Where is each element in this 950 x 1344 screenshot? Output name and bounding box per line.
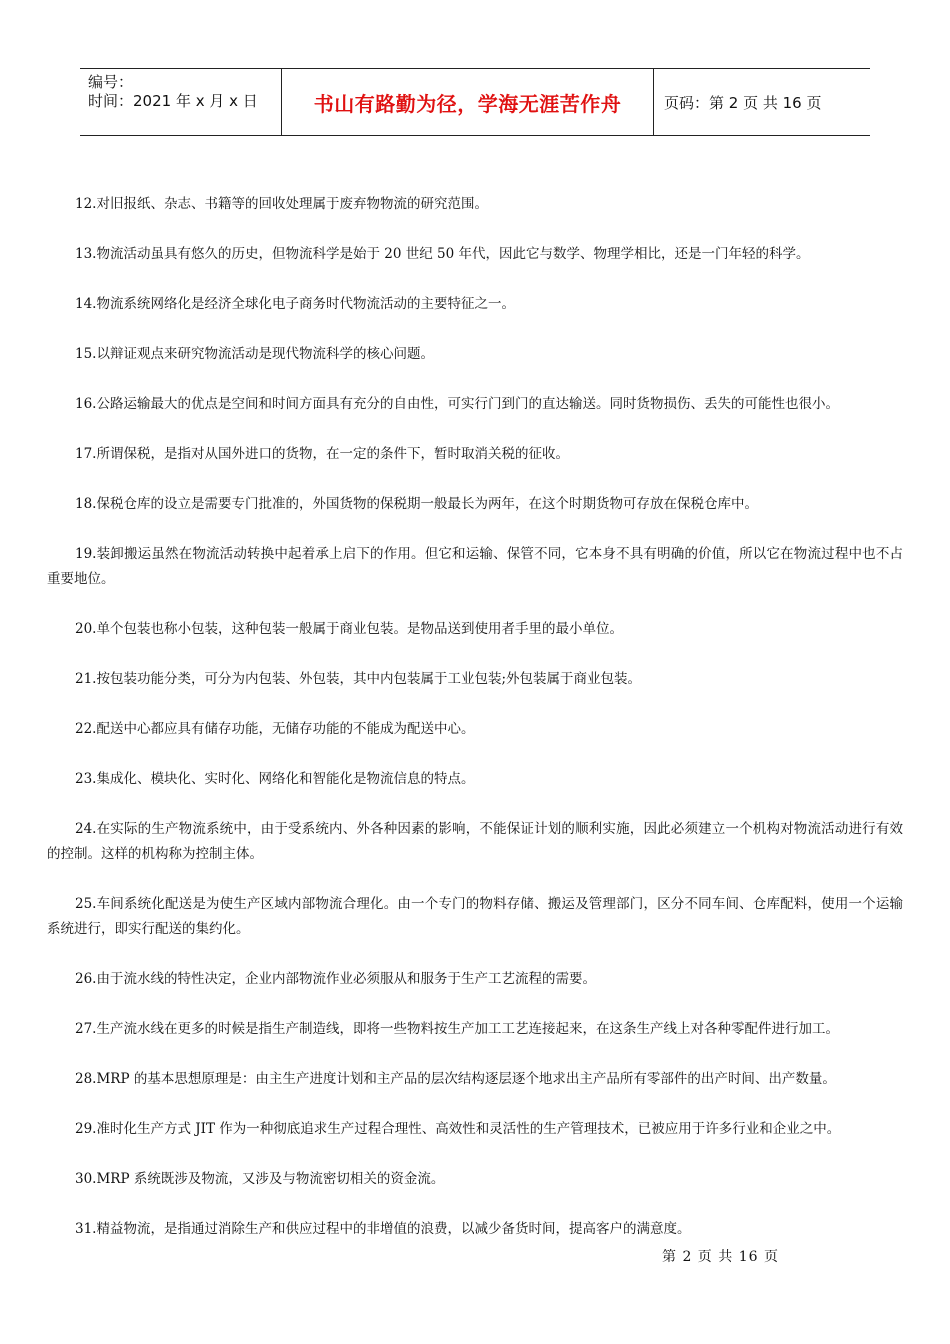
document-number-label: 编号： bbox=[88, 73, 134, 91]
statement-item: 27.生产流水线在更多的时候是指生产制造线，即将一些物料按生产加工工艺连接起来，在这条生产线上对各种零配件进行加工。 bbox=[75, 1021, 839, 1037]
statement-item: 22.配送中心都应具有储存功能，无储存功能的不能成为配送中心。 bbox=[75, 721, 475, 737]
page-header bbox=[80, 68, 870, 136]
document-time-label: 时间：2021 年 x 月 x 日 bbox=[88, 92, 258, 110]
statement-item: 12.对旧报纸、杂志、书籍等的回收处理属于废弃物物流的研究范围。 bbox=[75, 196, 488, 212]
statement-item: 21.按包装功能分类，可分为内包装、外包装，其中内包装属于工业包装;外包装属于商业包装。 bbox=[75, 671, 642, 687]
statement-item: 14.物流系统网络化是经济全球化电子商务时代物流活动的主要特征之一。 bbox=[75, 296, 515, 312]
statement-item: 17.所谓保税，是指对从国外进口的货物，在一定的条件下，暂时取消关税的征收。 bbox=[75, 446, 569, 462]
statement-item: 26.由于流水线的特性决定，企业内部物流作业必须服从和服务于生产工艺流程的需要。 bbox=[75, 971, 596, 987]
statement-item: 25.车间系统化配送是为使生产区域内部物流合理化。由一个专门的物料存储、搬运及管理部门，区分不同车间、仓库配料，使用一个运输系统进行，即实行配送的集约化。 bbox=[47, 896, 903, 937]
header-meta bbox=[80, 69, 282, 135]
statement-item: 29.准时化生产方式 JIT 作为一种彻底追求生产过程合理性、高效性和灵活性的生产管理技术，已被应用于许多行业和企业之中。 bbox=[75, 1121, 841, 1137]
statement-item: 15.以辩证观点来研究物流活动是现代物流科学的核心问题。 bbox=[75, 346, 434, 362]
header-motto: 书山有路勤为径，学海无涯苦作舟 bbox=[282, 69, 654, 135]
page-footer: 第 2 页 共 16 页 bbox=[662, 1249, 779, 1265]
statement-item: 20.单个包装也称小包装，这种包装一般属于商业包装。是物品送到使用者手里的最小单位。 bbox=[75, 621, 623, 637]
statement-item: 13.物流活动虽具有悠久的历史，但物流科学是始于 20 世纪 50 年代，因此它与数学、物理学相比，还是一门年轻的科学。 bbox=[75, 246, 810, 262]
statement-item: 23.集成化、模块化、实时化、网络化和智能化是物流信息的特点。 bbox=[75, 771, 475, 787]
header-page-info: 页码：第 2 页 共 16 页 bbox=[664, 93, 822, 112]
statement-item: 19.装卸搬运虽然在物流活动转换中起着承上启下的作用。但它和运输、保管不同，它本身不具有明确的价值，所以它在物流过程中也不占重要地位。 bbox=[47, 546, 903, 587]
statement-item: 31.精益物流，是指通过消除生产和供应过程中的非增值的浪费，以减少备货时间，提高客户的满意度。 bbox=[75, 1221, 691, 1237]
statement-item: 28.MRP 的基本思想原理是：由主生产进度计划和主产品的层次结构逐层逐个地求出主产品所有零部件的出产时间、出产数量。 bbox=[75, 1071, 836, 1087]
document-body bbox=[47, 192, 903, 1267]
statement-item: 18.保税仓库的设立是需要专门批准的，外国货物的保税期一般最长为两年，在这个时期货物可存放在保税仓库中。 bbox=[75, 496, 758, 512]
statement-item: 30.MRP 系统既涉及物流，又涉及与物流密切相关的资金流。 bbox=[75, 1171, 445, 1187]
statement-item: 16.公路运输最大的优点是空间和时间方面具有充分的自由性，可实行门到门的直达输送。同时货物损伤、丢失的可能性也很小。 bbox=[75, 396, 839, 412]
statement-item: 24.在实际的生产物流系统中，由于受系统内、外各种因素的影响，不能保证计划的顺利实施，因此必须建立一个机构对物流活动进行有效的控制。这样的机构称为控制主体。 bbox=[47, 821, 903, 862]
